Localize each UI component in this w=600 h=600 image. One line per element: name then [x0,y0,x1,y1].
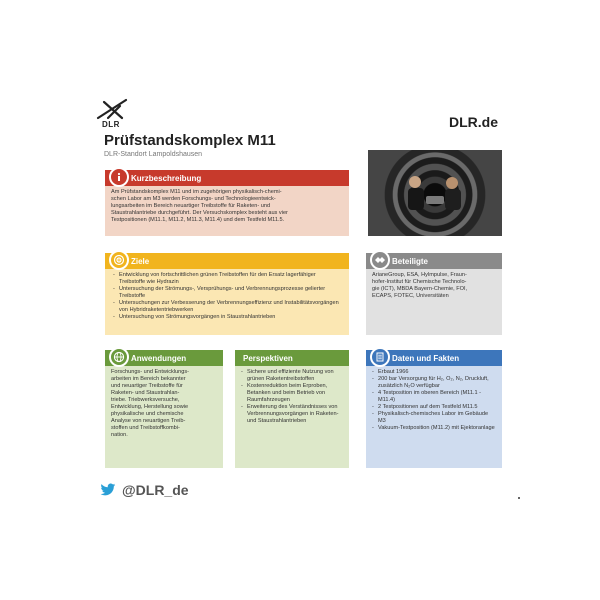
beteiligte-header [366,253,502,269]
anwendungen-header [105,350,223,366]
anwendungen-line: Analyse von neuartigen Treib- [111,418,186,424]
kurzbeschreibung-body [105,186,349,236]
perspektiven-item: - Sichere und effiziente Nutzung von grünen Raketentreibstoffen [241,369,344,383]
anwendungen-title: Anwendungen [131,353,187,363]
ziele-body [105,269,349,335]
daten-item: - Physikalisch-chemisches Labor im Gebäude M3 [372,411,496,425]
anwendungen-line: Forschungs- und Entwicklungs- [111,369,190,375]
daten-header [366,350,502,366]
kurz-line: lungsarbeiten im Bereich neuartiger Treibstoffe für Raketen- und [111,203,271,209]
kurz-line: Am Prüfstandskomplex M11 und im zugehörigen physikalisch-chemi- [111,189,282,195]
brand-link[interactable]: DLR.de [449,114,498,130]
beteiligte-body [366,269,502,335]
ziele-badge [109,250,129,270]
kurz-line: Staustrahlantriebe durchgeführt. Der Versuchskomplex besteht aus vier [111,210,288,216]
anwendungen-line: stoffen und Treibstoffkombi- [111,425,180,431]
anwendungen-box [105,350,223,468]
perspektiven-header [235,350,349,366]
perspektiven-item: - Erweiterung des Verständnisses von Verbrennungsvorgängen in Raketen- und Staustrahlantrieben [241,404,344,425]
daten-item: - 4 Testposition im oberen Bereich (M11.1 - M11.4) [372,390,496,404]
beteiligte-line: gie (ICT), MBDA Bayern-Chemie, FOI, [372,286,468,292]
kurz-line: Testpositionen (M11.1, M11.2, M11.3, M11.4) und dem Testfeld M11.5. [111,217,285,223]
anwendungen-body [105,366,223,468]
ziele-box [105,253,349,335]
ziele-header [105,253,349,269]
document-icon [374,351,386,363]
twitter-handle-link[interactable] [100,482,189,498]
daten-item: - Erbaut 1966 [372,369,496,376]
anwendungen-line: Entwicklung, Herstellung sowie [111,404,189,410]
daten-title: Daten und Fakten [392,353,460,363]
beteiligte-title: Beteiligte [392,256,429,266]
daten-item: - 2 Testpositionen auf dem Testfeld M11.5 [372,404,496,411]
ziele-title: Ziele [131,256,150,266]
ziele-item: - Untersuchung der Strömungs-, Versprühungs- und Verbrennungsprozesse gelierter Treibstoffe [113,286,343,300]
perspektiven-title: Perspektiven [243,353,293,363]
anwendungen-line: nation. [111,432,128,438]
handshake-icon [374,254,386,266]
decorative-dot [518,497,520,499]
test-stand-photo [368,150,502,236]
daten-box [366,350,502,468]
photo-figures [368,150,502,236]
beteiligte-line: ECAPS, FOTEC, Universitäten [372,293,449,299]
anwendungen-line: triebe. Triebwerksversuche, [111,397,180,403]
kurzbeschreibung-badge [109,167,129,187]
page-subtitle: DLR-Standort Lampoldshausen [104,151,203,158]
twitter-icon [100,483,116,497]
target-icon [113,254,125,266]
anwendungen-line: arbeiten im Bereich bekannter [111,376,186,382]
daten-item: - Vakuum-Testposition (M11.2) mit Ejektoranlage [372,425,496,432]
logo-text: DLR [102,120,120,129]
kurz-line: schen Labor am M3 werden Forschungs- und Technologieentwick- [111,196,276,202]
ziele-item: - Untersuchung von Strömungsvorgängen in Staustrahlantrieben [113,314,343,321]
beteiligte-badge [370,250,390,270]
anwendungen-line: und neuartiger Treibstoffe für [111,383,183,389]
daten-body [366,366,502,468]
anwendungen-badge [109,347,129,367]
perspektiven-body [235,366,349,468]
ziele-item: - Entwicklung von fortschrittlichen grünen Treibstoffen für den Ersatz lagerfähiger Treibstoffe wie Hydrazin [113,272,343,286]
anwendungen-line: Raketen- und Staustrahlan- [111,390,180,396]
beteiligte-line: ArianeGroup, ESA, Hylmpulse, Fraun- [372,272,467,278]
daten-badge [370,347,390,367]
kurzbeschreibung-title: Kurzbeschreibung [131,173,202,183]
anwendungen-line: physikalische und chemische [111,411,184,417]
kurzbeschreibung-box [105,170,349,236]
page-title: Prüfstandskomplex M11 [104,132,276,149]
perspektiven-box [235,350,349,468]
info-icon [113,171,125,183]
globe-icon [113,351,125,363]
kurzbeschreibung-header [105,170,349,186]
daten-item: - 200 bar Versorgung für H₂, O₂, N₂, Druckluft, zusätzlich N₂O verfügbar [372,376,496,390]
perspektiven-item: - Kostenreduktion beim Erproben, Betanken und beim Betrieb von Raumfahrzeugen [241,383,344,404]
twitter-handle[interactable]: @DLR_de [122,482,189,498]
ziele-item: - Untersuchungen zur Verbesserung der Verbrennungseffizienz und Instabilitätsvorgängen von Hybridraketentriebwerken [113,300,343,314]
beteiligte-line: hofer-Institut für Chemische Technolo- [372,279,467,285]
beteiligte-box [366,253,502,335]
